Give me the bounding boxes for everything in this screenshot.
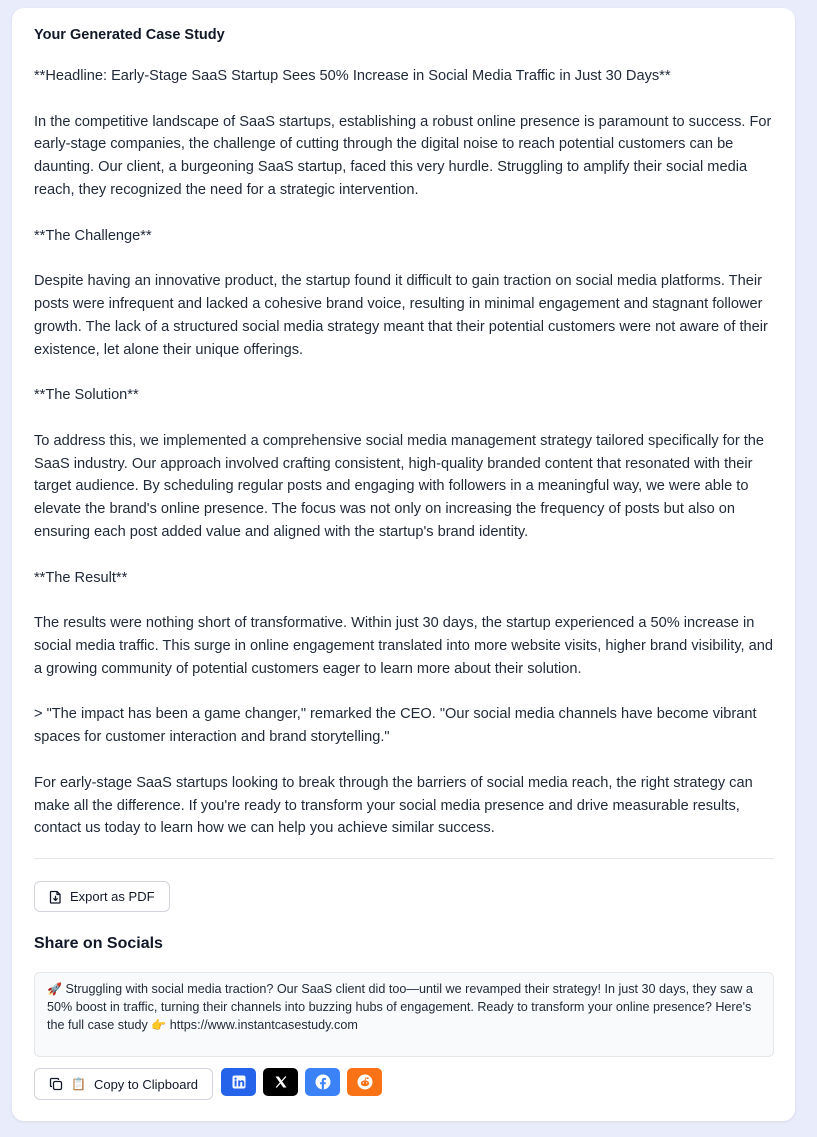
post-body: Struggling with social media traction? Our SaaS client did too—until we revamped their strategy! In just 30 days, they saw a 50% boost in traffic, turning their channels into buzzing hubs of engagement. Ready to transform your online presence? Here's the full case study: [47, 982, 753, 1032]
solution-heading: **The Solution**: [34, 387, 139, 404]
share-reddit-button[interactable]: [347, 1068, 382, 1096]
ceo-quote: > "The impact has been a game changer," remarked the CEO. "Our social media channels have become vibrant spaces for customer interaction and brand storytelling.": [34, 706, 761, 746]
closing-paragraph: For early-stage SaaS startups looking to break through the barriers of social media reach, the right strategy can make all the difference. If you're ready to transform your social media presence and drive measurable results, contact us today to learn how we can help you achieve similar success.: [34, 774, 757, 837]
share-x-button[interactable]: [263, 1068, 298, 1096]
export-pdf-button[interactable]: [34, 881, 170, 912]
rocket-icon: 🚀: [47, 982, 62, 996]
share-post-text[interactable]: [34, 972, 774, 1057]
headline: **Headline: Early-Stage SaaS Startup Sees 50% Increase in Social Media Traffic in Just 30 Days**: [34, 68, 671, 84]
copy-to-clipboard-button[interactable]: [34, 1068, 213, 1100]
facebook-icon: [315, 1074, 331, 1090]
x-icon: [274, 1075, 288, 1089]
result-heading: **The Result**: [34, 569, 128, 586]
reddit-icon: [357, 1074, 373, 1090]
solution-paragraph: To address this, we implemented a comprehensive social media management strategy tailored specifically for the SaaS industry. Our approach involved crafting consistent, high-quality branded content that resonated with their target audience. By scheduling regular posts and engaging with followers in a meaningful way, we were able to elevate the brand's online presence. The focus was not only on increasing the frequency of posts but also on ensuring each post added value and aligned with the startup's brand identity.: [34, 432, 769, 540]
linkedin-icon: [232, 1075, 246, 1089]
share-facebook-button[interactable]: [305, 1068, 340, 1096]
intro-paragraph: In the competitive landscape of SaaS startups, establishing a robust online presence is paramount to success. For early-stage companies, the challenge of cutting through the digital noise to reach potential customers can be daunting. Our client, a burgeoning SaaS startup, faced this very hurdle. Struggling to amplify their social media reach, they recognized the need for a strategic intervention.: [34, 113, 776, 198]
case-study-card: [12, 8, 795, 1121]
file-download-icon: [49, 890, 62, 904]
result-paragraph: The results were nothing short of transformative. Within just 30 days, the startup experienced a 50% increase in social media traffic. This surge in online engagement translated into more website visits, higher brand visibility, and a growing community of potential customers eager to learn more about their solution.: [34, 615, 778, 677]
copy-icon: [49, 1077, 63, 1091]
divider: [34, 858, 774, 859]
share-title: Share on Socials: [34, 935, 163, 952]
card-title: Your Generated Case Study: [34, 27, 225, 43]
clipboard-emoji-icon: 📋: [71, 1077, 86, 1091]
export-pdf-label: Export as PDF: [70, 889, 155, 904]
copy-label: Copy to Clipboard: [93, 1076, 199, 1092]
point-right-icon: 👉: [151, 1017, 167, 1032]
post-url: https://www.instantcasestudy.com: [166, 1017, 358, 1032]
share-linkedin-button[interactable]: [221, 1068, 256, 1096]
challenge-heading: **The Challenge**: [34, 227, 152, 244]
case-study-text: [34, 65, 776, 863]
challenge-paragraph: Despite having an innovative product, the startup found it difficult to gain traction on social media platforms. Their posts were infrequent and lacked a cohesive brand voice, resulting in minimal engagement and stagnant follower growth. The lack of a structured social media strategy meant that their potential customers were not aware of their existence, let alone their unique offerings.: [34, 273, 772, 358]
